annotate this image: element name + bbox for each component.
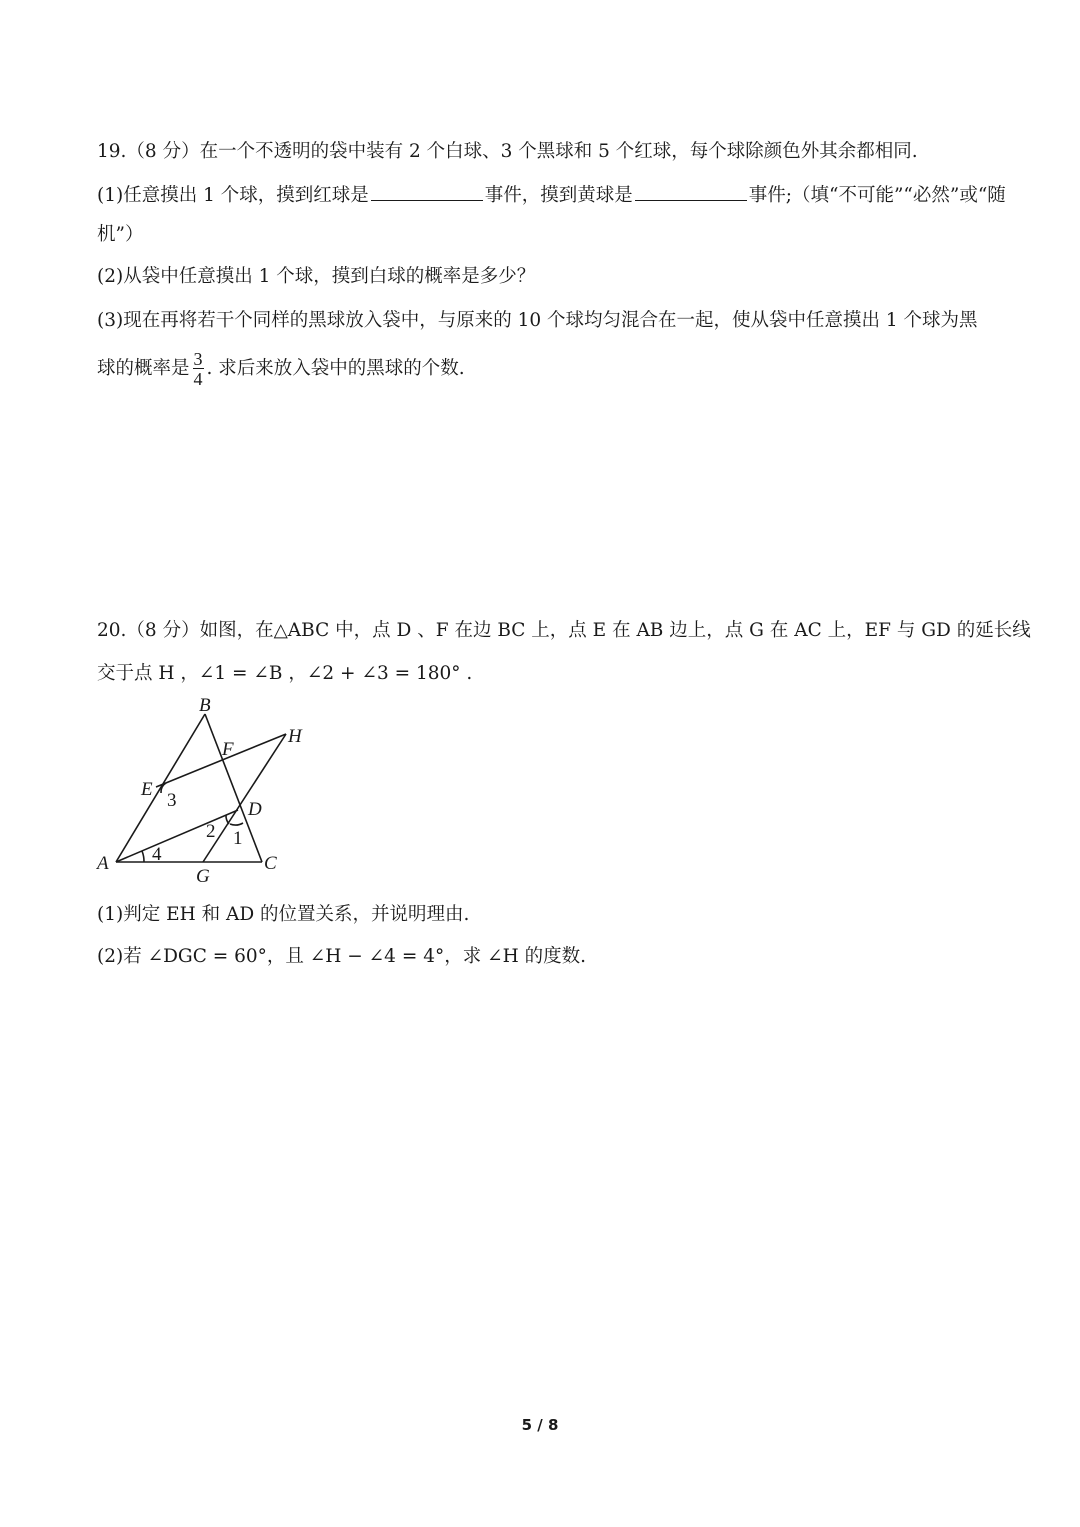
q19-part3-start: 球的概率是 bbox=[97, 358, 190, 379]
label-h: H bbox=[288, 726, 302, 747]
q19-part1-end: 事件;（填“不可能”“必然”或“随 bbox=[748, 185, 1006, 206]
q19-header: 19.（8 分）在一个不透明的袋中装有 2 个白球、3 个黑球和 5 个红球，每个球除颜色外其余都相同. bbox=[97, 141, 918, 162]
q19-part1 bbox=[97, 184, 1006, 206]
q19-part1-mid: 事件，摸到黄球是 bbox=[484, 185, 633, 206]
probability-fraction bbox=[193, 350, 204, 388]
angle2-arc bbox=[226, 815, 229, 824]
q19-part1-start: (1)任意摸出 1 个球，摸到红球是 bbox=[97, 185, 369, 206]
segment-ab bbox=[116, 714, 205, 862]
triangle-figure bbox=[92, 694, 322, 889]
answer-blank-1 bbox=[371, 184, 483, 201]
q19-part2: (2)从袋中任意摸出 1 个球，摸到白球的概率是多少？ bbox=[97, 266, 536, 287]
answer-blank-2 bbox=[635, 184, 747, 201]
label-a: A bbox=[97, 853, 109, 874]
label-f: F bbox=[222, 739, 234, 760]
page-number: 5 / 8 bbox=[521, 1416, 559, 1434]
segment-eh bbox=[156, 734, 286, 787]
q19-part3-line2 bbox=[97, 350, 465, 388]
label-d: D bbox=[248, 799, 262, 820]
label-e: E bbox=[141, 779, 153, 800]
label-c: C bbox=[264, 853, 277, 874]
label-g: G bbox=[196, 866, 210, 887]
segment-gh bbox=[203, 734, 286, 862]
q20-part1: (1)判定 EH 和 AD 的位置关系，并说明理由. bbox=[97, 904, 470, 925]
q19-part3-line1: (3)现在再将若干个同样的黑球放入袋中，与原来的 10 个球均匀混合在一起，使从袋中任意摸出 1 个球为黑 bbox=[97, 310, 978, 331]
angle4-arc bbox=[142, 851, 144, 862]
q20-line1: 20.（8 分）如图，在△ABC 中，点 D 、F 在边 BC 上，点 E 在 AB 边上，点 G 在 AC 上，EF 与 GD 的延长线 bbox=[97, 620, 1031, 641]
angle-label-2: 2 bbox=[206, 821, 216, 842]
angle1-arc bbox=[230, 823, 243, 825]
fraction-numerator: 3 bbox=[193, 349, 203, 369]
label-b: B bbox=[199, 695, 211, 716]
q20-line2: 交于点 H ，∠1 = ∠B ，∠2 + ∠3 = 180° . bbox=[97, 663, 473, 684]
q20-part2: (2)若 ∠DGC = 60°，且 ∠H − ∠4 = 4°，求 ∠H 的度数. bbox=[97, 946, 587, 967]
q19-part3-end: . 求后来放入袋中的黑球的个数. bbox=[206, 358, 465, 379]
q19-part1-cont: 机”） bbox=[97, 224, 144, 245]
angle-label-1: 1 bbox=[233, 828, 243, 849]
angle-label-4: 4 bbox=[152, 844, 162, 865]
angle-label-3: 3 bbox=[167, 790, 177, 811]
fraction-denominator: 4 bbox=[193, 369, 203, 389]
